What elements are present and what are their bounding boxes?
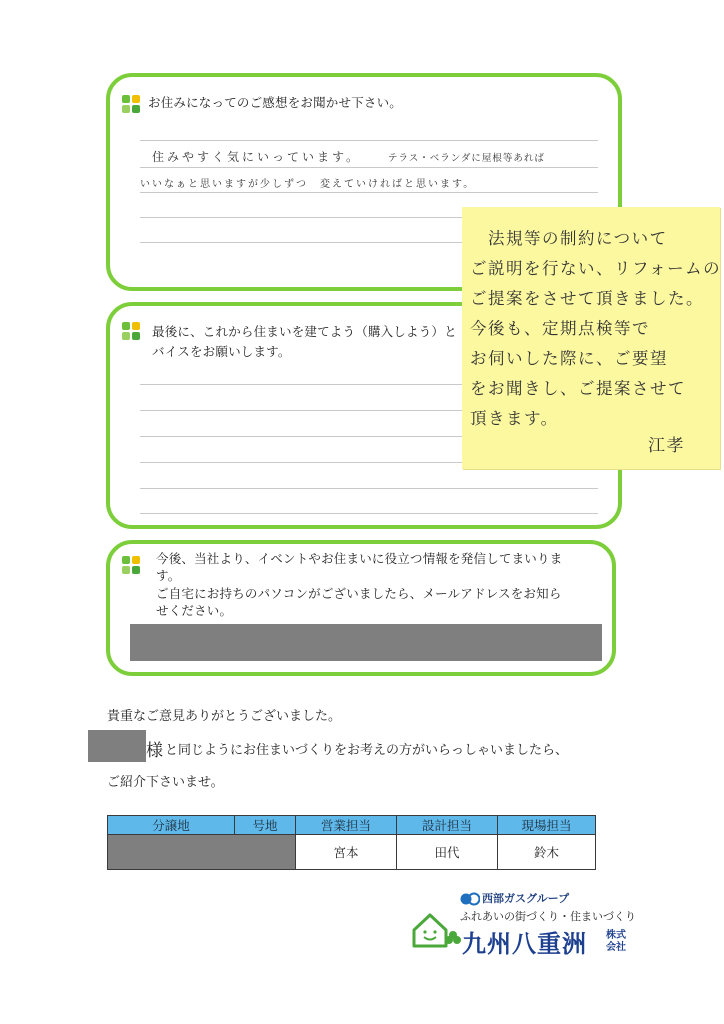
company-name: 九州八重洲 xyxy=(462,930,587,958)
site-staff: 鈴木 xyxy=(498,835,596,870)
referral-text: と同じようにお住まいづくりをお考えの方がいらっしゃいましたら、 xyxy=(165,743,569,758)
leaf-bullet-icon xyxy=(122,556,144,576)
lot-redacted xyxy=(108,835,296,870)
q2-prompt-line2: バイスをお願いします。 xyxy=(152,344,291,359)
group-name: 西部ガスグループ xyxy=(482,892,570,905)
q1-prompt: お住みになってのご感想をお聞かせ下さい。 xyxy=(148,95,403,110)
sales-staff: 宮本 xyxy=(296,835,397,870)
leaf-bullet-icon xyxy=(122,95,144,115)
header-site: 現場担当 xyxy=(498,816,596,835)
introduce-text: ご紹介下さいませ。 xyxy=(107,775,224,790)
sticky-line-2: ご説明を行ない、リフォームの xyxy=(470,259,722,278)
q1-answer-line1b: テラス・ベランダに屋根等あれば xyxy=(388,153,545,164)
q2-prompt-line1: 最後に、これから住まいを建てよう（購入しよう）と xyxy=(152,324,457,339)
company-suffix-bottom: 会社 xyxy=(606,942,626,953)
email-info-box xyxy=(106,540,616,676)
staff-table xyxy=(107,815,596,870)
header-design: 設計担当 xyxy=(397,816,498,835)
staff-sticky-note xyxy=(462,207,720,469)
tagline: ふれあいの街づくり・住まいづくり xyxy=(460,910,636,923)
q1-answer-line1: 住みやすく気にいっています。 xyxy=(152,150,362,164)
q3-prompt-line2: す。 xyxy=(156,568,181,583)
design-staff: 田代 xyxy=(397,835,498,870)
q3-prompt-line3: ご自宅にお持ちのパソコンがございましたら、メールアドレスをお知ら xyxy=(156,586,562,601)
email-redacted xyxy=(130,624,602,661)
header-lot-number: 号地 xyxy=(235,816,296,835)
header-lot: 分譲地 xyxy=(108,816,235,835)
leaf-bullet-icon xyxy=(122,322,144,342)
thanks-text: 貴重なご意見ありがとうございました。 xyxy=(107,709,342,724)
header-sales: 営業担当 xyxy=(296,816,397,835)
company-logo xyxy=(410,888,640,958)
q1-answer-line2: いいなぁと思いますが少しずつ 変えていければと思います。 xyxy=(140,179,476,190)
sticky-signature: 江孝 xyxy=(648,436,685,456)
sticky-line-3: ご提案をさせて頂きました。 xyxy=(470,289,704,308)
sticky-line-4: 今後も、定期点検等で xyxy=(470,319,650,338)
group-mark-icon xyxy=(460,892,480,906)
company-suffix-top: 株式 xyxy=(606,930,626,941)
sticky-line-1: 法規等の制約について xyxy=(488,229,668,248)
sticky-line-6: をお聞きし、ご提案させて xyxy=(470,379,686,398)
clover-icon xyxy=(444,930,462,948)
customer-name-redacted xyxy=(88,730,146,762)
sticky-line-5: お伺いした際に、ご要望 xyxy=(470,349,668,368)
sticky-line-7: 頂きます。 xyxy=(470,409,559,428)
q3-prompt-line4: せください。 xyxy=(156,603,233,618)
sama-text: 様 xyxy=(146,741,163,761)
q3-prompt-line1: 今後、当社より、イベントやお住まいに役立つ情報を発信してまいりま xyxy=(156,551,563,566)
